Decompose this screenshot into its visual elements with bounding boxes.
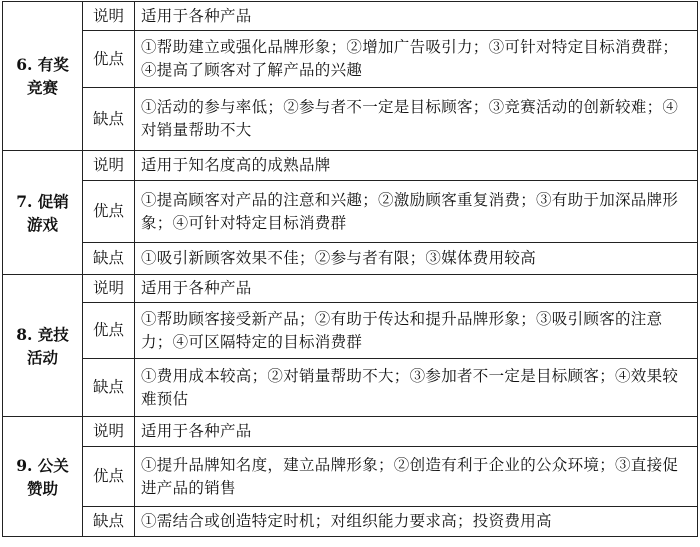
- category-name-line1: 8. 竞技: [16, 324, 69, 344]
- row-label: 说明: [83, 417, 135, 447]
- row-text: ①吸引新顾客效果不佳；②参与者有限；③媒体费用较高: [135, 243, 698, 275]
- row-label: 缺点: [83, 507, 135, 537]
- row-text: ①提升品牌知名度，建立品牌形象；②创造有利于企业的公众环境；③直接促进产品的销售: [135, 447, 698, 507]
- table-row: [3, 151, 698, 181]
- table-row: [3, 447, 698, 507]
- row-label: 缺点: [83, 243, 135, 275]
- row-text: 适用于各种产品: [135, 417, 698, 447]
- row-label: 优点: [83, 31, 135, 88]
- row-text: ①需结合或创造特定时机；对组织能力要求高；投资费用高: [135, 507, 698, 537]
- row-label: 优点: [83, 303, 135, 359]
- category-cell: [3, 2, 83, 151]
- table-row: [3, 2, 698, 31]
- row-label: 说明: [83, 2, 135, 31]
- row-text: ①费用成本较高；②对销量帮助不大；③参加者不一定是目标顾客；④效果较难预估: [135, 359, 698, 417]
- row-label: 说明: [83, 275, 135, 303]
- row-text: 适用于知名度高的成熟品牌: [135, 151, 698, 181]
- row-label: 缺点: [83, 88, 135, 151]
- row-text: 适用于各种产品: [135, 2, 698, 31]
- row-text: ①提高顾客对产品的注意和兴趣；②激励顾客重复消费；③有助于加深品牌形象；④可针对特定目标消费群: [135, 181, 698, 243]
- category-name-line2: 赞助: [26, 478, 58, 498]
- table-row: [3, 275, 698, 303]
- row-text: ①帮助建立或强化品牌形象；②增加广告吸引力；③可针对特定目标消费群；④提高了顾客对了解产品的兴趣: [135, 31, 698, 88]
- table-row: [3, 88, 698, 151]
- row-label: 说明: [83, 151, 135, 181]
- table-row: [3, 181, 698, 243]
- table-row: [3, 243, 698, 275]
- table-row: [3, 507, 698, 537]
- promotion-comparison-table: [2, 1, 698, 537]
- row-text: ①帮助顾客接受新产品；②有助于传达和提升品牌形象；③吸引顾客的注意力；④可区隔特定的目标消费群: [135, 303, 698, 359]
- table-row: [3, 303, 698, 359]
- table-row: [3, 31, 698, 88]
- category-name-line2: 竞赛: [26, 78, 58, 97]
- row-text: 适用于各种产品: [135, 275, 698, 303]
- row-label: 缺点: [83, 359, 135, 417]
- table-row: [3, 417, 698, 447]
- category-name-line1: 9. 公关: [16, 455, 69, 475]
- category-cell: [3, 275, 83, 417]
- category-name-line2: 活动: [26, 347, 58, 367]
- row-label: 优点: [83, 181, 135, 243]
- category-name-line1: 7. 促销: [16, 191, 69, 211]
- category-name-line1: 6. 有奖: [16, 55, 69, 74]
- table-row: [3, 359, 698, 417]
- row-label: 优点: [83, 447, 135, 507]
- row-text: ①活动的参与率低；②参与者不一定是目标顾客；③竞赛活动的创新较难；④对销量帮助不大: [135, 88, 698, 151]
- category-cell: [3, 417, 83, 537]
- category-name-line2: 游戏: [26, 214, 58, 234]
- category-cell: [3, 151, 83, 275]
